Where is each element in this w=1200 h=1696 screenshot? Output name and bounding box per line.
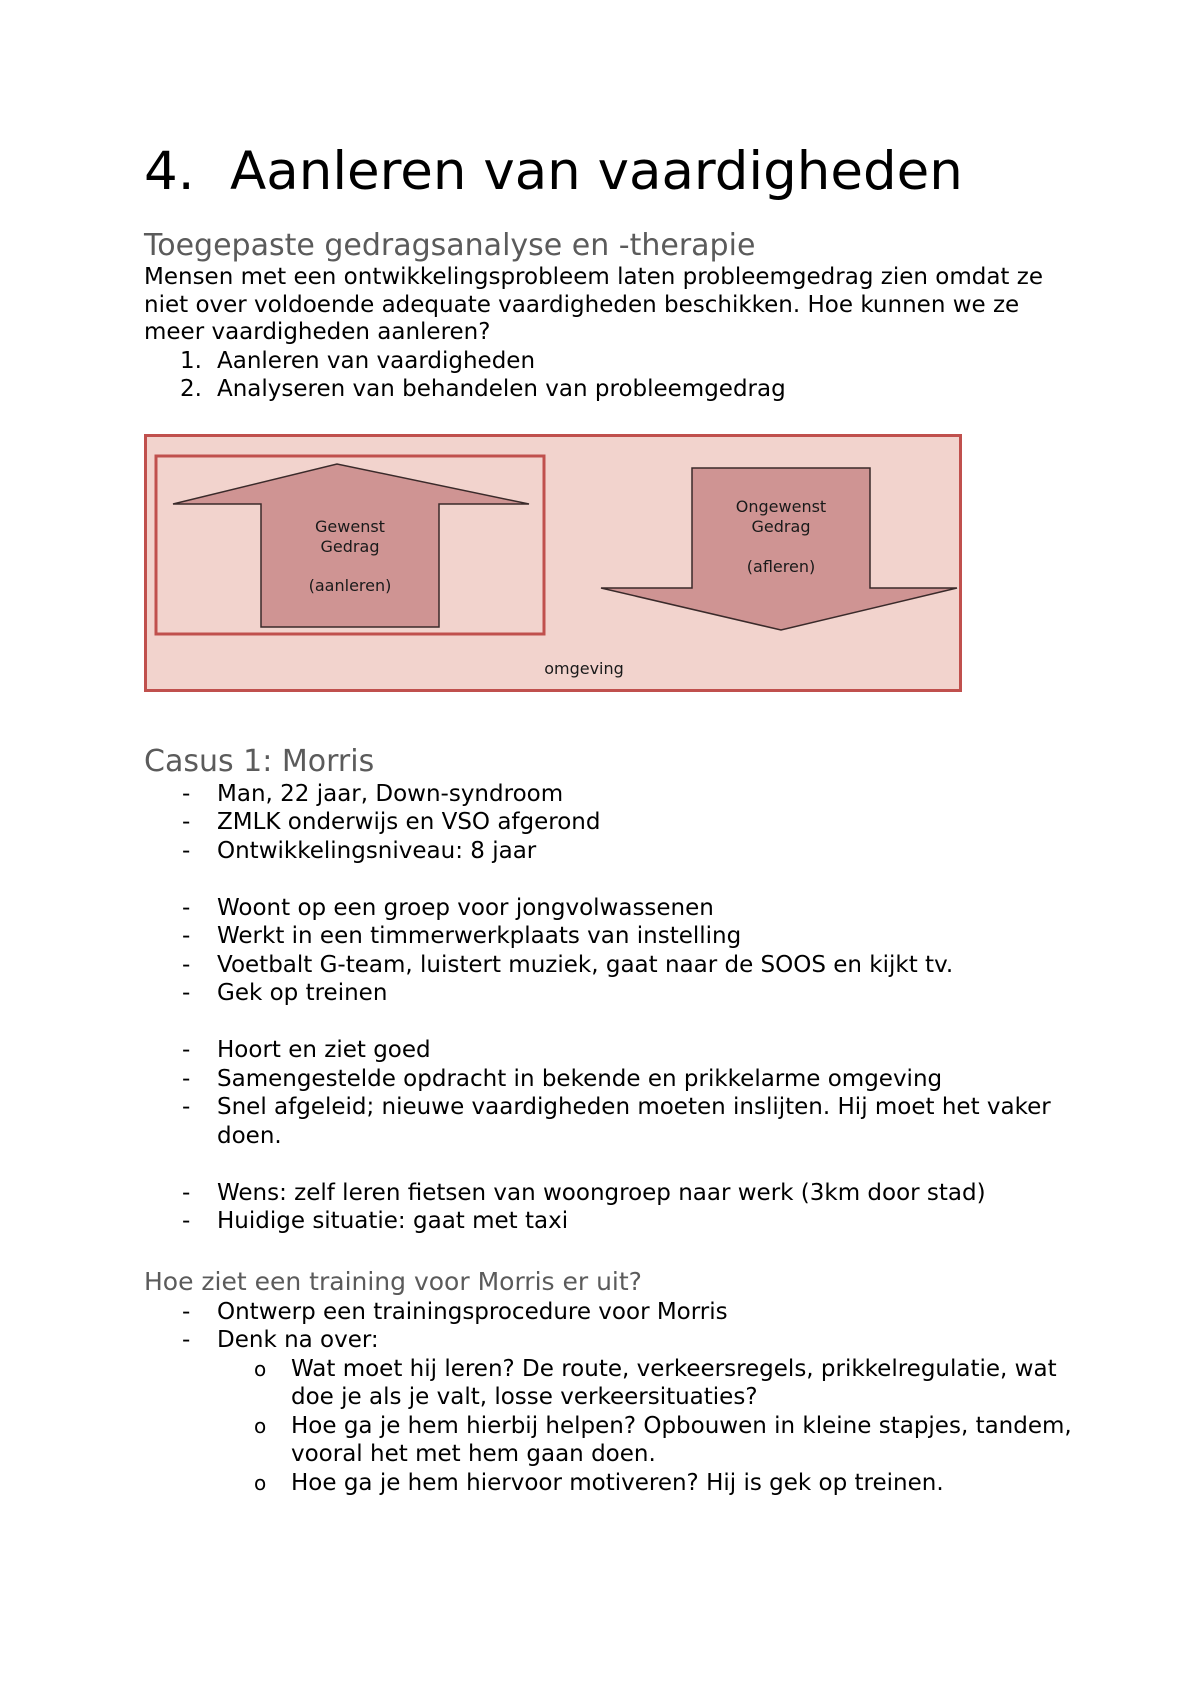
sub-list-item-text: Hoe ga je hem hierbij helpen? Opbouwen in kleine stapjes, tandem, vooral het met hem gaan doen. [291,1412,1072,1467]
list-item [144,1065,1074,1094]
list-item [144,347,1074,376]
down-arrow-label-1: Ongewenst [735,496,827,516]
bullet: - [182,837,191,864]
list-item-text: Werkt in een timmerwerkplaats van instelling [217,923,742,949]
down-arrow-label-3: (afleren) [746,556,816,576]
list-item-text: Woont op een groep voor jongvolwassenen [217,894,714,921]
list-item [144,1093,1074,1150]
case-list [144,1036,1074,1150]
case-heading: Casus 1: Morris [144,743,375,779]
intro-paragraph: Mensen met een ontwikkelingsprobleem laten probleemgedrag zien omdat ze niet over voldoende adequate vaardigheden beschikken. Hoe kunnen we ze meer vaardigheden aanleren? [144,264,1043,345]
list-number: 1. [180,347,202,374]
bullet: - [182,951,191,978]
numbered-list [144,347,1074,404]
list-item-text: Ontwikkelingsniveau: 8 jaar [217,837,537,864]
document-page [144,140,1074,1497]
environment-caption: omgeving [544,658,624,678]
list-item [144,1036,1074,1065]
list-item-text: Denk na over: [217,1327,379,1353]
bullet: - [182,980,191,1006]
bullet: - [182,1037,191,1063]
up-arrow-label-2: Gedrag [320,536,380,556]
list-item [144,780,1074,809]
training-heading: Hoe ziet een training voor Morris er uit? [144,1266,642,1296]
bullet: - [182,1094,191,1120]
list-item-text: Aanleren van vaardigheden [217,347,536,374]
bullet: - [182,1208,191,1234]
up-arrow-label-3: (aanleren) [308,575,392,595]
list-item [144,837,1074,866]
case-list [144,1179,1074,1236]
bullet: - [182,809,191,835]
sub-list-item [144,1469,1074,1498]
up-arrow-label-1: Gewenst [315,516,385,536]
case-list [144,780,1074,866]
bullet: - [182,1327,191,1353]
list-item [144,375,1074,404]
bullet: - [182,1179,191,1206]
sub-list-item-text: Hoe ga je hem hiervoor motiveren? Hij is gek op treinen. [291,1469,944,1496]
case-list [144,894,1074,1008]
bullet: - [182,780,191,807]
bullet: - [182,894,191,921]
list-item-text: Ontwerp een trainingsprocedure voor Morris [217,1298,728,1325]
list-item-text: Huidige situatie: gaat met taxi [217,1208,569,1234]
behavior-diagram [144,434,962,692]
circle-bullet: o [254,1356,267,1381]
behavior-diagram-svg [144,434,962,692]
list-item [144,894,1074,923]
list-item [144,922,1074,951]
list-item-text: ZMLK onderwijs en VSO afgerond [217,809,601,835]
list-number: 2. [180,376,202,402]
list-item-text: Wens: zelf leren fietsen van woongroep naar werk (3km door stad) [217,1179,986,1206]
list-item [144,1298,1074,1327]
list-item-text: Hoort en ziet goed [217,1037,431,1063]
chapter-title: Aanleren van vaardigheden [230,141,963,202]
list-item-text: Analyseren van behandelen van probleemgedrag [217,376,786,402]
list-item-text: Man, 22 jaar, Down-syndroom [217,780,564,807]
list-item-text: Samengestelde opdracht in bekende en prikkelarme omgeving [217,1065,943,1092]
list-item [144,951,1074,980]
chapter-number: 4. [144,141,195,202]
circle-bullet: o [254,1413,267,1438]
list-item [144,1207,1074,1236]
sub-list-item [144,1412,1074,1469]
list-item-text: Voetbalt G-team, luistert muziek, gaat naar de SOOS en kijkt tv. [217,951,954,978]
sub-list-item [144,1355,1074,1412]
spacer [144,1008,1074,1037]
bullet: - [182,923,191,949]
list-item-text: Snel afgeleid; nieuwe vaardigheden moeten inslijten. Hij moet het vaker doen. [217,1094,1051,1149]
list-item [144,1179,1074,1208]
page-title [144,140,1074,204]
list-item-text: Gek op treinen [217,980,388,1006]
spacer [144,1150,1074,1179]
list-item [144,1326,1074,1355]
down-arrow-label-2: Gedrag [751,516,811,536]
list-item [144,808,1074,837]
section-heading: Toegepaste gedragsanalyse en -therapie [144,228,756,263]
bullet: - [182,1298,191,1325]
sub-list-item-text: Wat moet hij leren? De route, verkeersregels, prikkelregulatie, wat doe je als je valt, losse verkeersituaties? [291,1355,1057,1410]
training-sublist [144,1355,1074,1498]
bullet: - [182,1065,191,1092]
list-item [144,979,1074,1008]
training-list [144,1298,1074,1355]
spacer [144,865,1074,894]
circle-bullet: o [254,1470,267,1495]
